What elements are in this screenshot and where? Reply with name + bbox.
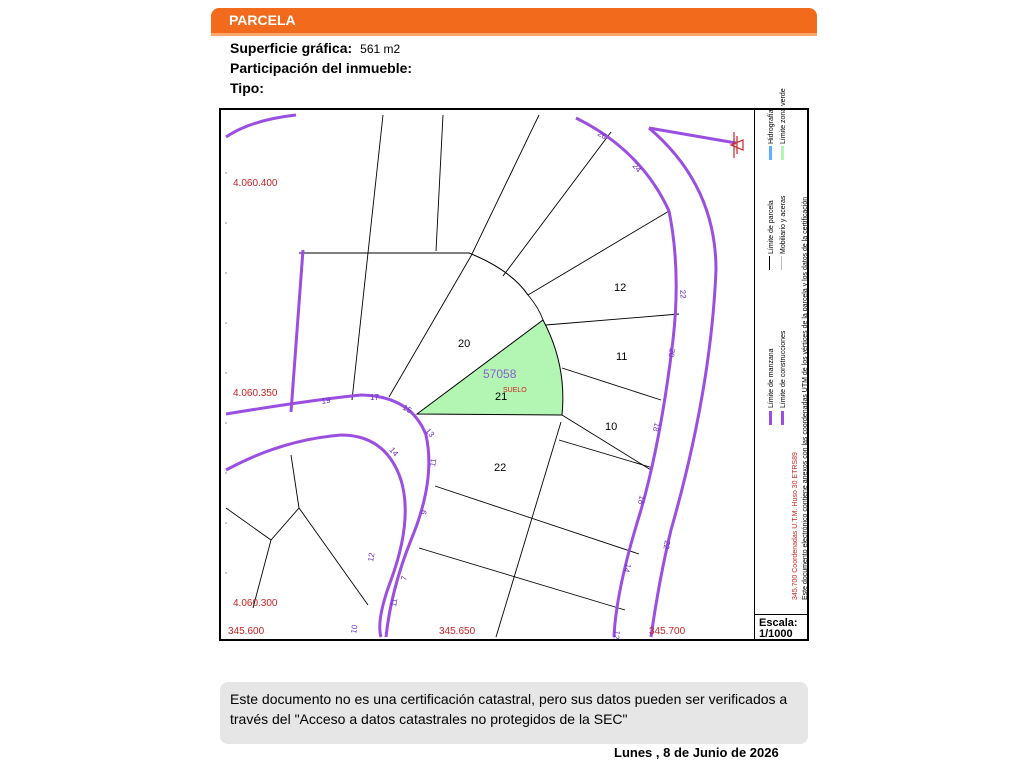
y-coord-label: 4.060.400: [233, 178, 278, 189]
x-coord-label: 345.600: [228, 626, 265, 637]
street-number: 13: [423, 426, 437, 440]
parcel-id: 57058: [483, 367, 517, 381]
street-number: 14: [621, 562, 633, 574]
parcel-number: 10: [605, 421, 618, 433]
street-number: 12: [366, 552, 377, 563]
legend-hidrografia: Hidrografía: [768, 109, 775, 144]
y-coord-label: 4.060.350: [233, 388, 278, 399]
section-title: PARCELA: [229, 12, 296, 28]
legend-construcciones: Límite de construcciones: [780, 330, 787, 408]
parcel-number: 21: [495, 391, 508, 403]
street-number: 20: [666, 347, 677, 358]
street-number: 26: [596, 128, 609, 142]
superficie-label: Superficie gráfica:: [230, 40, 353, 56]
x-coord-label: 345.700: [649, 626, 686, 637]
parcel-number: 11: [616, 351, 628, 363]
y-coord-label: 4.060.300: [233, 598, 278, 609]
participacion-label: Participación del inmueble:: [230, 60, 413, 76]
legend-parcela: Límite de parcela: [768, 200, 775, 254]
legend-manzana: Límite de manzana: [768, 348, 775, 408]
parcel-number: 20: [458, 338, 471, 350]
street-number: 11: [389, 597, 400, 608]
street-number: 10: [349, 624, 360, 635]
street-number: 22: [661, 539, 672, 550]
street-number: 18: [650, 421, 662, 433]
street-number: 22: [678, 289, 688, 300]
section-header: [211, 8, 817, 34]
superficie-field: [230, 40, 400, 56]
map-legend: [768, 88, 809, 600]
scale-box: [754, 614, 807, 639]
legend-divider: [754, 110, 755, 614]
street-number: 16: [635, 494, 647, 506]
street-number: 19: [320, 395, 332, 406]
participacion-field: [230, 60, 412, 76]
scale-label: Escala:: [759, 617, 798, 629]
street-number: 7: [399, 574, 410, 582]
legend-coords-note: 345.700 Coordenadas U.T.M. Huso 30 ETRS89: [792, 452, 799, 600]
north-arrow-icon: [731, 132, 743, 158]
parcel-suelo: SUELO: [503, 387, 527, 394]
parcel-number: 22: [494, 462, 507, 474]
legend-doc-note: Este documento electrónico contiene anexos con las coordenadas UTM de los vértices de la parcela y los datos de la certificación: [802, 196, 809, 600]
street-number: 17: [370, 393, 379, 402]
street-number: 15: [401, 402, 414, 416]
x-coord-label: 345.650: [439, 626, 476, 637]
scale-value: 1/1000: [759, 628, 793, 640]
street-number: 9: [419, 509, 429, 516]
tipo-label: Tipo:: [230, 80, 264, 96]
street-number: 11: [428, 457, 439, 468]
legend-mobiliario: Mobiliario y aceras: [780, 195, 787, 254]
tipo-field: [230, 80, 264, 96]
notice-text: Este documento no es una certificación catastral, pero sus datos pueden ser verificados a través del "Acceso a datos catastrales no protegidos de la SEC": [230, 691, 788, 727]
header-underline: [211, 33, 817, 36]
legend-zona-verde: Límite zona verde: [780, 88, 787, 144]
superficie-value: 561 m2: [360, 42, 401, 56]
document-date: Lunes , 8 de Junio de 2026: [614, 745, 779, 760]
street-number: 14: [387, 445, 401, 459]
street-number: 24: [630, 161, 644, 175]
parcel-number: 12: [614, 282, 627, 294]
street-number: 12: [611, 629, 622, 640]
disclaimer-notice: [220, 682, 808, 744]
